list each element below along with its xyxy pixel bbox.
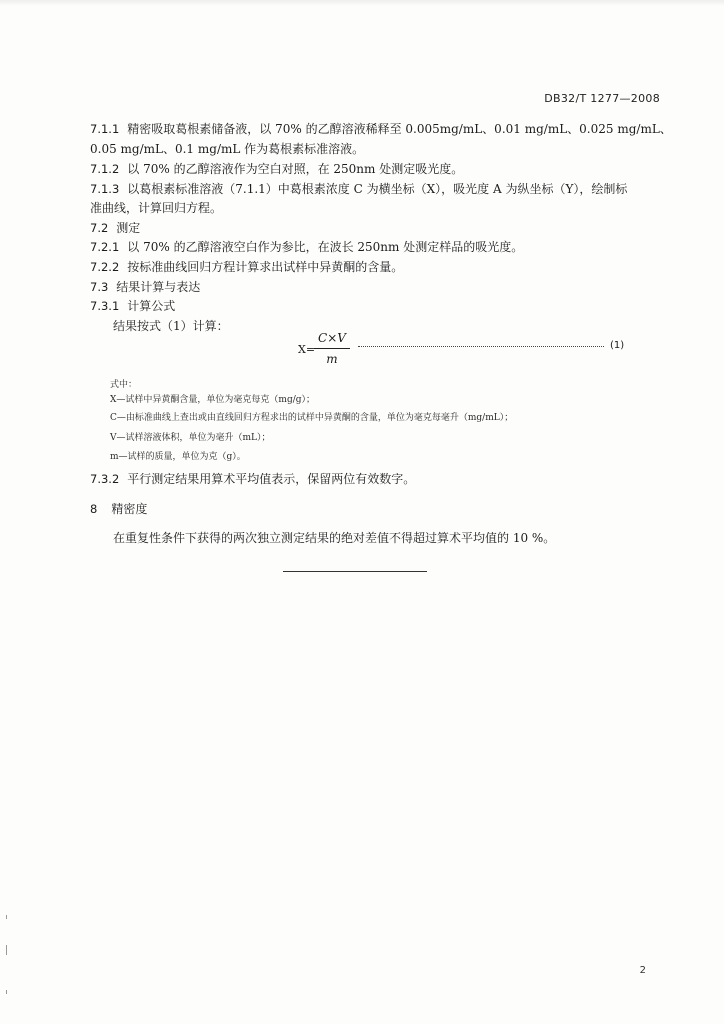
section-number: 7.2 [90, 221, 109, 235]
standard-code: DB32/T 1277—2008 [544, 92, 660, 105]
fraction-bar [314, 348, 350, 349]
clause-text: 以葛根素标准溶液（7.1.1）中葛根素浓度 C 为横坐标（X），吸光度 A 为纵坐标（Y），绘制标 [127, 182, 628, 196]
clause-7-1-1 [90, 120, 672, 138]
clause-7-1-2 [90, 160, 463, 178]
formula-intro [113, 317, 229, 335]
formula-fraction [314, 330, 350, 368]
clause-text: 以 70% 的乙醇溶液作为空白对照，在 250nm 处测定吸光度。 [127, 162, 464, 176]
section-number: 7.3 [90, 280, 109, 294]
clause-number: 7.1.1 [90, 122, 120, 136]
where-item-m: m—试样的质量，单位为克（g）。 [110, 452, 246, 462]
formula-1 [298, 330, 638, 374]
clause-text: 精密吸取葛根素储备液，以 70% 的乙醇溶液稀释至 0.005mg/mL、0.01 mg/mL、0.025 mg/mL、 [127, 122, 672, 136]
clause-7-3-2 [90, 470, 415, 488]
clause-number: 7.2.2 [90, 260, 120, 274]
section-7-2-heading [90, 219, 140, 237]
where-intro: 式中： [110, 380, 138, 390]
section-title: 精密度 [111, 502, 148, 516]
section-title: 测定 [116, 221, 141, 235]
clause-title: 计算公式 [127, 299, 176, 313]
where-item-x: X—试样中异黄酮含量，单位为毫克每克（mg/g）； [110, 395, 315, 405]
clause-text: 0.05 mg/mL、0.1 mg/mL 作为葛根素标准溶液。 [90, 142, 365, 156]
formula-numerator: C×V [318, 331, 346, 345]
clause-7-1-3-cont [90, 199, 222, 217]
clause-7-2-1 [90, 238, 523, 256]
formula-lhs: X= [298, 343, 316, 356]
clause-7-1-3 [90, 180, 627, 198]
scan-edge-mark [6, 945, 7, 955]
clause-number: 7.2.1 [90, 240, 120, 254]
page-number: 2 [639, 965, 646, 976]
formula-intro-text: 结果按式（1）计算： [113, 319, 229, 333]
where-item-c: C—由标准曲线上查出或由直线回归方程求出的试样中异黄酮的含量，单位为毫克每毫升（mg/mL）； [110, 413, 514, 423]
equation-number: (1) [610, 340, 625, 351]
where-item-v: V—试样溶液体积，单位为毫升（mL）； [110, 433, 271, 443]
clause-7-1-1-cont [90, 140, 364, 158]
scan-edge-mark [6, 990, 7, 994]
formula-denominator: m [326, 352, 338, 366]
section-7-3-heading [90, 278, 200, 296]
section-title: 结果计算与表达 [116, 280, 201, 294]
end-rule [283, 571, 427, 572]
clause-number: 7.3.1 [90, 299, 120, 313]
section-8-body [113, 529, 555, 547]
clause-7-3-1-heading [90, 297, 175, 315]
clause-text: 按标准曲线回归方程计算求出试样中异黄酮的含量。 [127, 260, 404, 274]
clause-number: 7.1.2 [90, 162, 120, 176]
section-number: 8 [90, 502, 98, 516]
clause-number: 7.1.3 [90, 182, 120, 196]
section-body-text: 在重复性条件下获得的两次独立测定结果的绝对差值不得超过算术平均值的 10 %。 [113, 531, 556, 545]
clause-text: 准曲线，计算回归方程。 [90, 201, 223, 215]
section-8-heading [90, 500, 147, 518]
clause-number: 7.3.2 [90, 472, 120, 486]
clause-text: 以 70% 的乙醇溶液空白作为参比，在波长 250nm 处测定样品的吸光度。 [127, 240, 524, 254]
scan-edge-mark [6, 915, 7, 919]
clause-text: 平行测定结果用算术平均值表示，保留两位有效数字。 [127, 472, 416, 486]
scan-shadow [0, 0, 724, 6]
leader-dots [358, 338, 604, 347]
clause-7-2-2 [90, 258, 403, 276]
